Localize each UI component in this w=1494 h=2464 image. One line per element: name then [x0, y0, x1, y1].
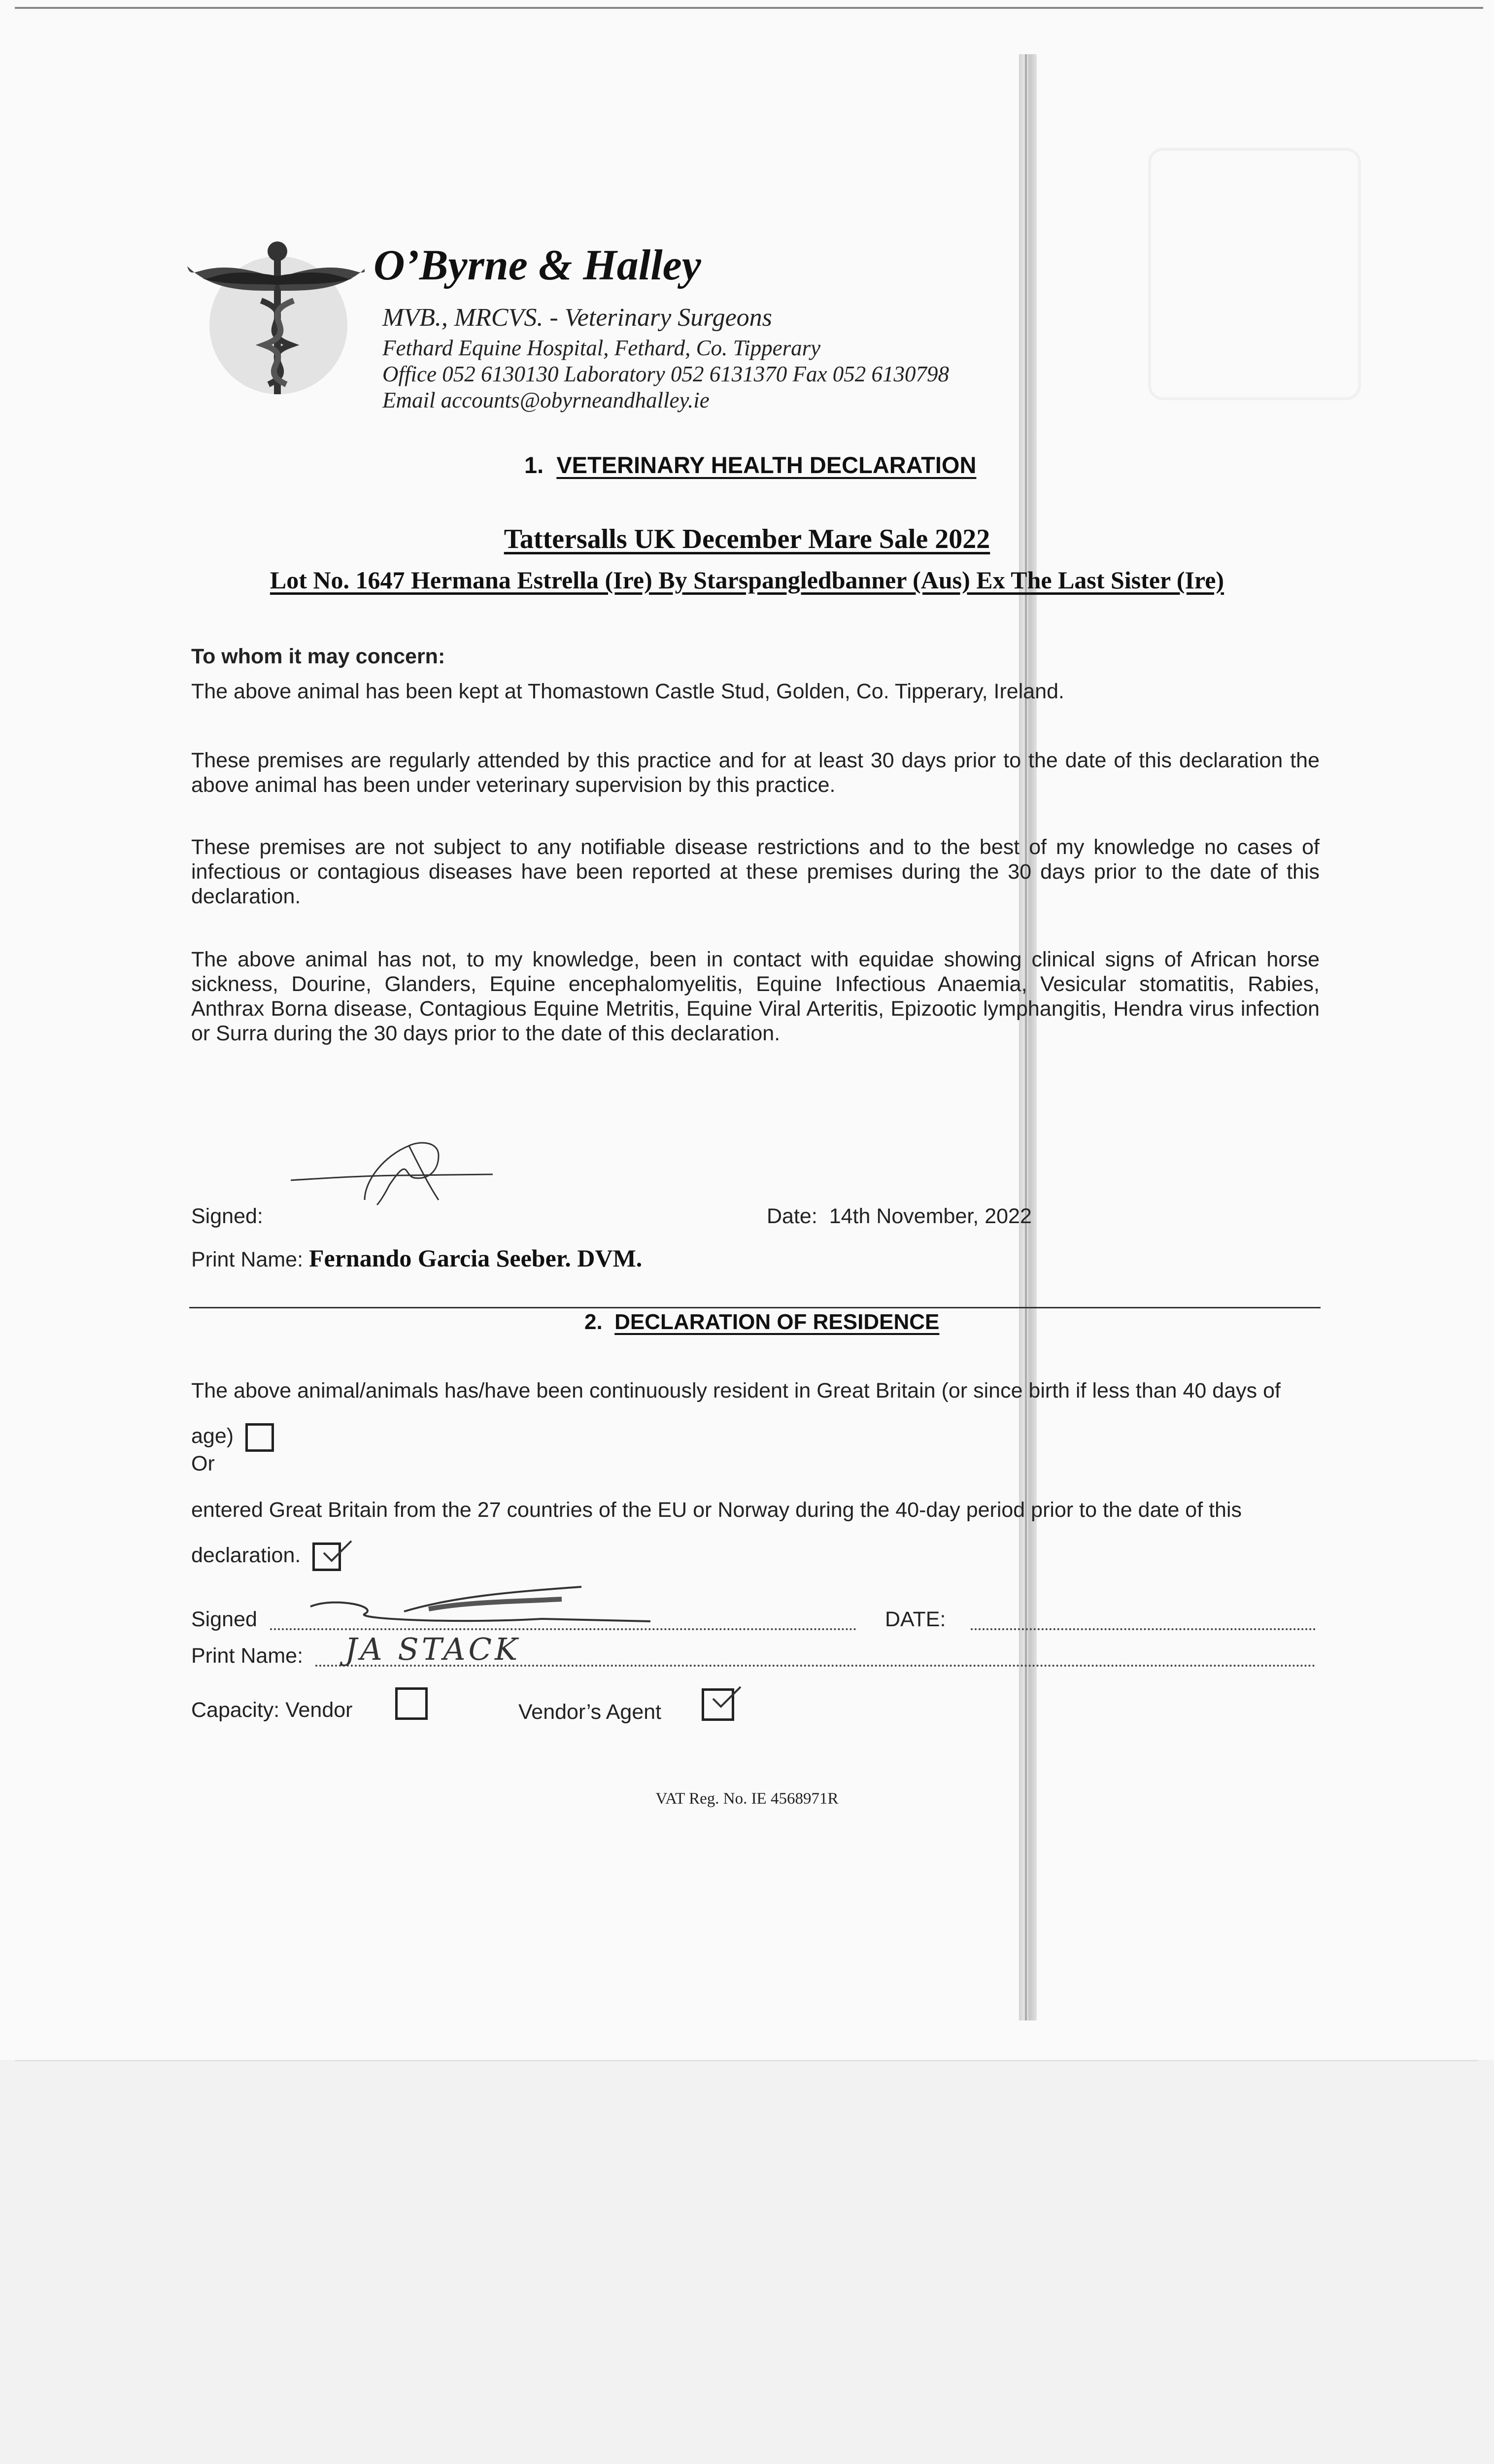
to-whom-line: To whom it may concern:	[191, 645, 445, 668]
scan-top-edge	[15, 7, 1483, 9]
paragraph-supervision: These premises are regularly attended by this practice and for at least 30 days prior to the date of this declaration the above animal has been under veterinary supervision by this practice.	[191, 749, 1320, 797]
vendor-print-name-label: Print Name:	[191, 1644, 304, 1668]
firm-phones: Office 052 6130130 Laboratory 052 6131370 Fax 052 6130798	[382, 362, 949, 386]
vet-signed-label: Signed:	[191, 1204, 263, 1228]
residence-text: The above animal/animals has/have been continuously resident in Great Britain (or since birth if less than 40 days of age)	[191, 1379, 1281, 1448]
checkmark-icon	[319, 1538, 353, 1568]
section2-number: 2.	[584, 1310, 603, 1334]
entered-checkbox[interactable]	[312, 1542, 341, 1571]
entered-text: entered Great Britain from the 27 countries of the EU or Norway during the 40-day period prior to the date of this declaration.	[191, 1498, 1242, 1567]
vendors-agent-label: Vendor’s Agent	[518, 1700, 662, 1724]
section2-heading	[584, 1310, 939, 1335]
firm-address: Fethard Equine Hospital, Fethard, Co. Tipperary	[382, 336, 821, 360]
vendor-print-name-value: JA STACK	[345, 1631, 521, 1667]
capacity-vendor-label: Capacity: Vendor	[191, 1698, 353, 1722]
section1-number: 1.	[524, 452, 544, 478]
residence-checkbox[interactable]	[245, 1423, 274, 1452]
vendor-signature	[306, 1577, 660, 1631]
bleed-through-logo	[1148, 148, 1361, 400]
vendor-signed-label: Signed	[191, 1608, 257, 1631]
section1-heading	[524, 451, 976, 479]
section-divider	[189, 1307, 1321, 1308]
vendor-date-label: DATE:	[885, 1608, 946, 1631]
vet-print-name	[191, 1244, 642, 1272]
caduceus-icon	[182, 232, 365, 414]
section1-title: VETERINARY HEALTH DECLARATION	[556, 452, 977, 478]
entered-statement	[191, 1487, 1320, 1578]
paragraph-contact: The above animal has not, to my knowledge, been in contact with equidae showing clinical signs of African horse sickness, Dourine, Glanders, Equine encephalomyelitis, Equine Infectious Anaemia, Vesicular stomatitis, Rabies, Anthrax Borna disease, Contagious Equine Metritis, Equine Viral Arteritis, Epizootic lymphangitis, Hendra virus infection or Surra during the 30 days prior to the date of this declaration.	[191, 948, 1320, 1045]
sale-title: Tattersalls UK December Mare Sale 2022	[504, 524, 990, 554]
vendor-date-line	[971, 1628, 1316, 1630]
vat-registration: VAT Reg. No. IE 4568971R	[655, 1790, 839, 1808]
vet-signature	[291, 1126, 498, 1220]
vet-print-name-label: Print Name:	[191, 1248, 304, 1271]
vendors-agent-checkbox[interactable]	[702, 1688, 734, 1721]
page-margin-area	[0, 2060, 1494, 2464]
vendor-checkbox[interactable]	[395, 1687, 428, 1720]
firm-credentials: MVB., MRCVS. - Veterinary Surgeons	[382, 304, 772, 332]
section2-title: DECLARATION OF RESIDENCE	[614, 1310, 940, 1334]
firm-name: O’Byrne & Halley	[374, 241, 701, 289]
paragraph-restrictions: These premises are not subject to any notifiable disease restrictions and to the best of my knowledge no cases of infectious or contagious diseases have been reported at these premises during the 30 days prior to the date of this declaration.	[191, 835, 1320, 908]
firm-email: Email accounts@obyrneandhalley.ie	[382, 388, 710, 412]
page-fold-line	[15, 2060, 1478, 2061]
vet-date	[767, 1204, 1032, 1229]
vet-date-value: 14th November, 2022	[829, 1204, 1032, 1228]
vet-date-label: Date:	[767, 1204, 817, 1228]
checkmark-icon	[708, 1684, 743, 1713]
residence-statement	[191, 1368, 1320, 1459]
vet-print-name-value: Fernando Garcia Seeber. DVM.	[308, 1244, 643, 1272]
lot-title: Lot No. 1647 Hermana Estrella (Ire) By Starspangledbanner (Aus) Ex The Last Sister (Ire)	[270, 566, 1224, 594]
paragraph-premises: The above animal has been kept at Thomastown Castle Stud, Golden, Co. Tipperary, Ireland.	[191, 680, 1064, 703]
or-label: Or	[191, 1452, 215, 1475]
